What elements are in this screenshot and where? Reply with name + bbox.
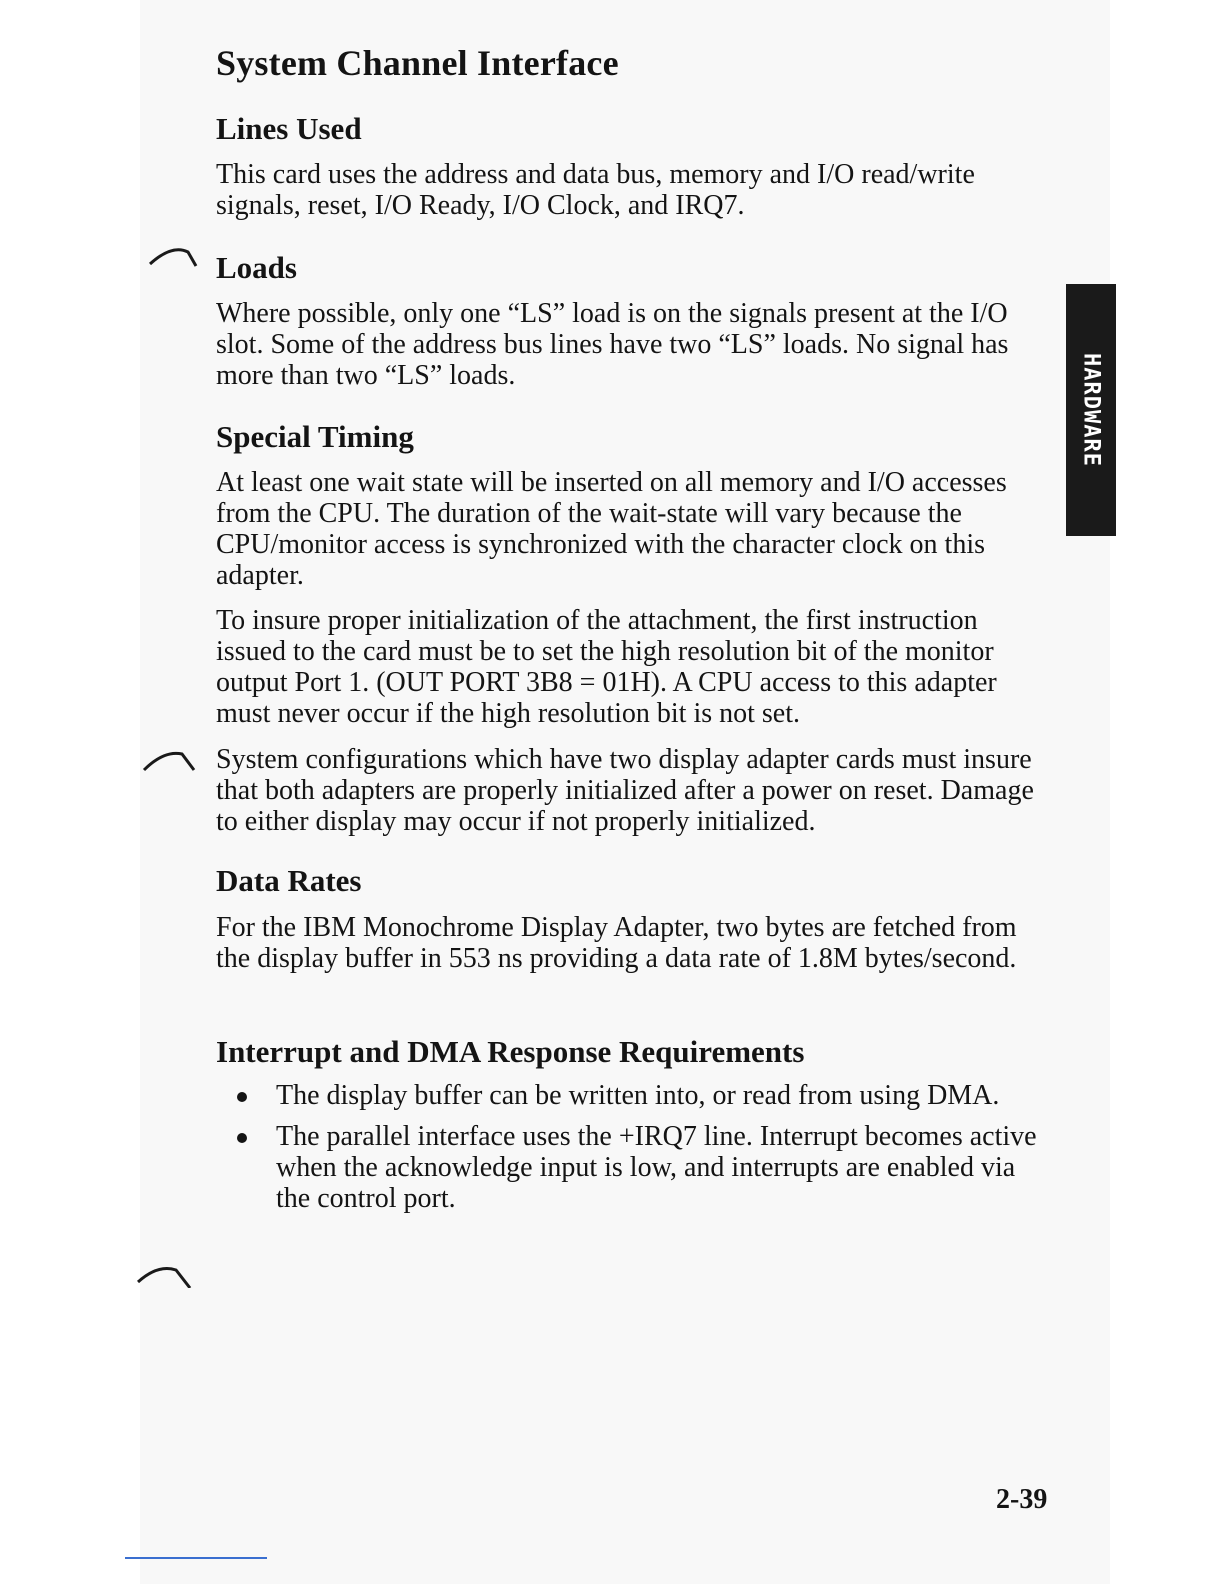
loads-paragraph: Where possible, only one “LS” load is on the signals present at the I/O slot. Some of the address bus lines have two “LS” loads. No signal has more than two “LS” loads.	[216, 298, 1009, 391]
binder-hole-mark	[134, 1262, 194, 1288]
bottom-divider	[125, 1557, 267, 1559]
page-title: System Channel Interface	[216, 43, 619, 83]
heading-lines-used: Lines Used	[216, 111, 362, 146]
interrupt-dma-list	[216, 1080, 1056, 1224]
lines-used-paragraph: This card uses the address and data bus, memory and I/O read/write signals, reset, I/O Ready, I/O Clock, and IRQ7.	[216, 159, 975, 221]
bullet-icon	[237, 1133, 247, 1143]
special-timing-paragraph-3: System configurations which have two display adapter cards must insure that both adapters are properly initialized after a power on reset. Damage to either display may occur if not properly initialized.	[216, 744, 1034, 837]
data-rates-paragraph: For the IBM Monochrome Display Adapter, two bytes are fetched from the display buffer in 553 ns providing a data rate of 1.8M bytes/second.	[216, 912, 1017, 974]
binder-hole-mark	[146, 242, 206, 268]
list-item	[216, 1080, 1056, 1111]
special-timing-paragraph-2: To insure proper initialization of the attachment, the first instruction issued to the card must be to set the high resolution bit of the monitor output Port 1. (OUT PORT 3B8 = 01H). A CPU access to this adapter must never occur if the high resolution bit is not set.	[216, 605, 997, 729]
list-item	[216, 1121, 1056, 1214]
heading-data-rates: Data Rates	[216, 863, 362, 898]
side-tab-label: HARDWARE	[1078, 353, 1104, 467]
special-timing-paragraph-1: At least one wait state will be inserted on all memory and I/O accesses from the CPU. The duration of the wait-state will vary because the CPU/monitor access is synchronized with the character clock on this adapter.	[216, 467, 1007, 591]
heading-interrupt-dma: Interrupt and DMA Response Requirements	[216, 1034, 805, 1069]
list-item-text: The parallel interface uses the +IRQ7 line. Interrupt becomes active when the acknowledge input is low, and interrupts are enabled via the control port.	[276, 1121, 1037, 1214]
bullet-icon	[237, 1092, 247, 1102]
heading-loads: Loads	[216, 250, 297, 285]
binder-hole-mark	[140, 746, 200, 772]
heading-special-timing: Special Timing	[216, 419, 414, 454]
hardware-section-tab	[1066, 284, 1116, 536]
list-item-text: The display buffer can be written into, or read from using DMA.	[276, 1080, 1000, 1111]
page-number: 2-39	[996, 1484, 1048, 1515]
